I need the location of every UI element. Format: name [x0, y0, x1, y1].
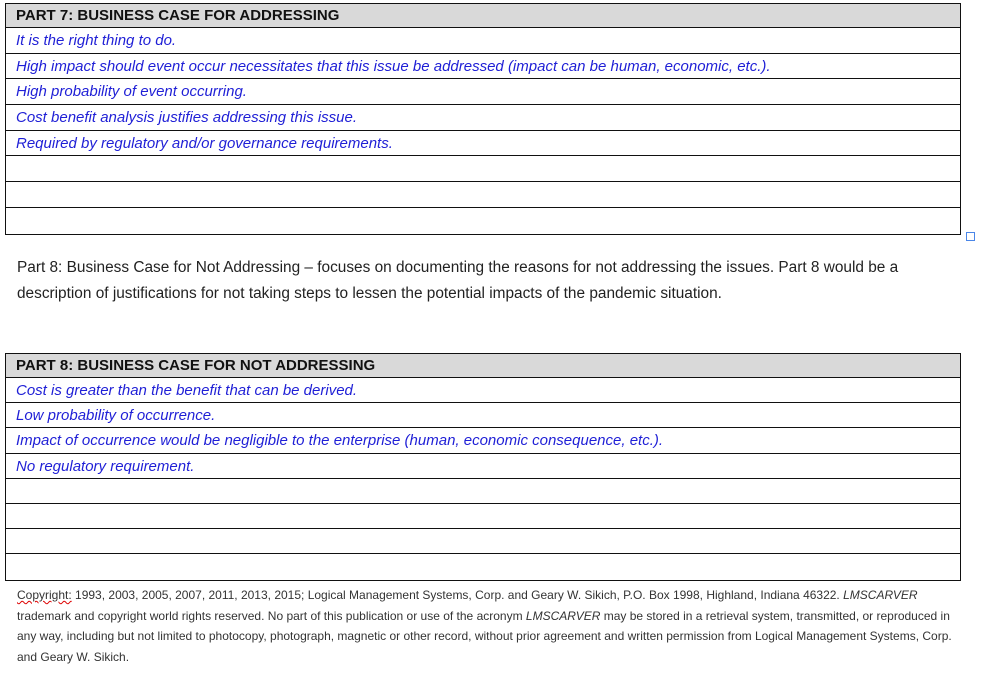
part8-row — [6, 554, 960, 579]
part7-row — [6, 182, 960, 208]
footer-text-1: 1993, 2003, 2005, 2007, 2011, 2013, 2015; Logical Management Systems, Corp. and Geary W. Sikich, P.O. Box 1998, Highland, Indiana 46322. — [71, 588, 844, 602]
part8-row: Impact of occurrence would be negligible to the enterprise (human, economic consequence, etc.). — [6, 428, 960, 453]
part8-description: Part 8: Business Case for Not Addressing – focuses on documenting the reasons for not addressing the issues. Part 8 would be a description of justifications for not taking steps to lessen the potential impacts of the pandemic situation. — [17, 259, 899, 302]
part8-row: Cost is greater than the benefit that can be derived. — [6, 378, 960, 403]
footer-text-2: trademark and copyright world rights reserved. No part of this publication or use of the acronym — [17, 608, 526, 623]
part7-row: Required by regulatory and/or governance requirements. — [6, 131, 960, 157]
table-anchor-handle[interactable] — [966, 232, 975, 241]
copyright-word: Copyright: — [17, 588, 72, 602]
part7-row — [6, 208, 960, 234]
brand-name: LMSCARVER — [843, 588, 918, 602]
part8-row — [6, 504, 960, 529]
brand-name: LMSCARVER — [525, 608, 601, 623]
part7-header: PART 7: BUSINESS CASE FOR ADDRESSING — [6, 4, 960, 28]
footer-text-3: may be stored in a retrieval system, transmitted, or reproduced in any way, including but not limited to photocopy, photograph, magnetic or other record, without prior agreement and written permission from Logical Management Systems, Corp. and Geary W. Sikich. — [17, 608, 952, 664]
part8-row: No regulatory requirement. — [6, 454, 960, 479]
part7-row: High impact should event occur necessitates that this issue be addressed (impact can be human, economic, etc.). — [6, 54, 960, 80]
part8-row — [6, 529, 960, 554]
part8-table — [5, 353, 961, 581]
part7-row: High probability of event occurring. — [6, 79, 960, 105]
part7-row: Cost benefit analysis justifies addressing this issue. — [6, 105, 960, 131]
part8-row: Low probability of occurrence. — [6, 403, 960, 428]
part7-table — [5, 3, 961, 235]
part8-row — [6, 479, 960, 504]
copyright-footer — [17, 585, 962, 667]
part7-row: It is the right thing to do. — [6, 28, 960, 54]
part7-row — [6, 156, 960, 182]
part8-header: PART 8: BUSINESS CASE FOR NOT ADDRESSING — [6, 354, 960, 378]
